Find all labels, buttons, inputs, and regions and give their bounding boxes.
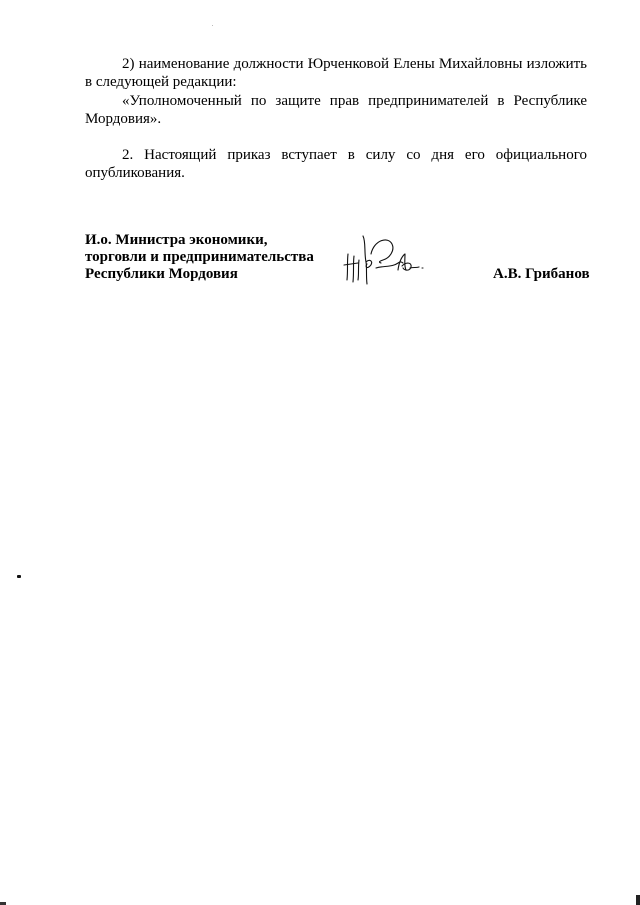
position-line-3: Республики Мордовия <box>85 266 238 282</box>
position-line-1: И.о. Министра экономики, <box>85 232 268 248</box>
scan-speck <box>212 25 213 26</box>
paragraph-item-2-subpoint: 2) наименование должности Юрченковой Елены Михайловны изложить в следующей редакции: <box>85 56 587 90</box>
handwritten-signature <box>336 232 432 286</box>
paragraph-new-title-quote: «Уполномоченный по защите прав предпринимателей в Республике Мордовия». <box>85 93 587 127</box>
position-line-2: торговли и предпринимательства <box>85 249 314 265</box>
scan-speck <box>17 575 21 578</box>
signer-name: А.В. Грибанов <box>493 266 590 282</box>
signatory-position <box>85 232 314 283</box>
paragraph-effective-date: 2. Настоящий приказ вступает в силу со дня его официального опубликования. <box>85 147 587 181</box>
scan-edge-mark <box>636 895 640 905</box>
